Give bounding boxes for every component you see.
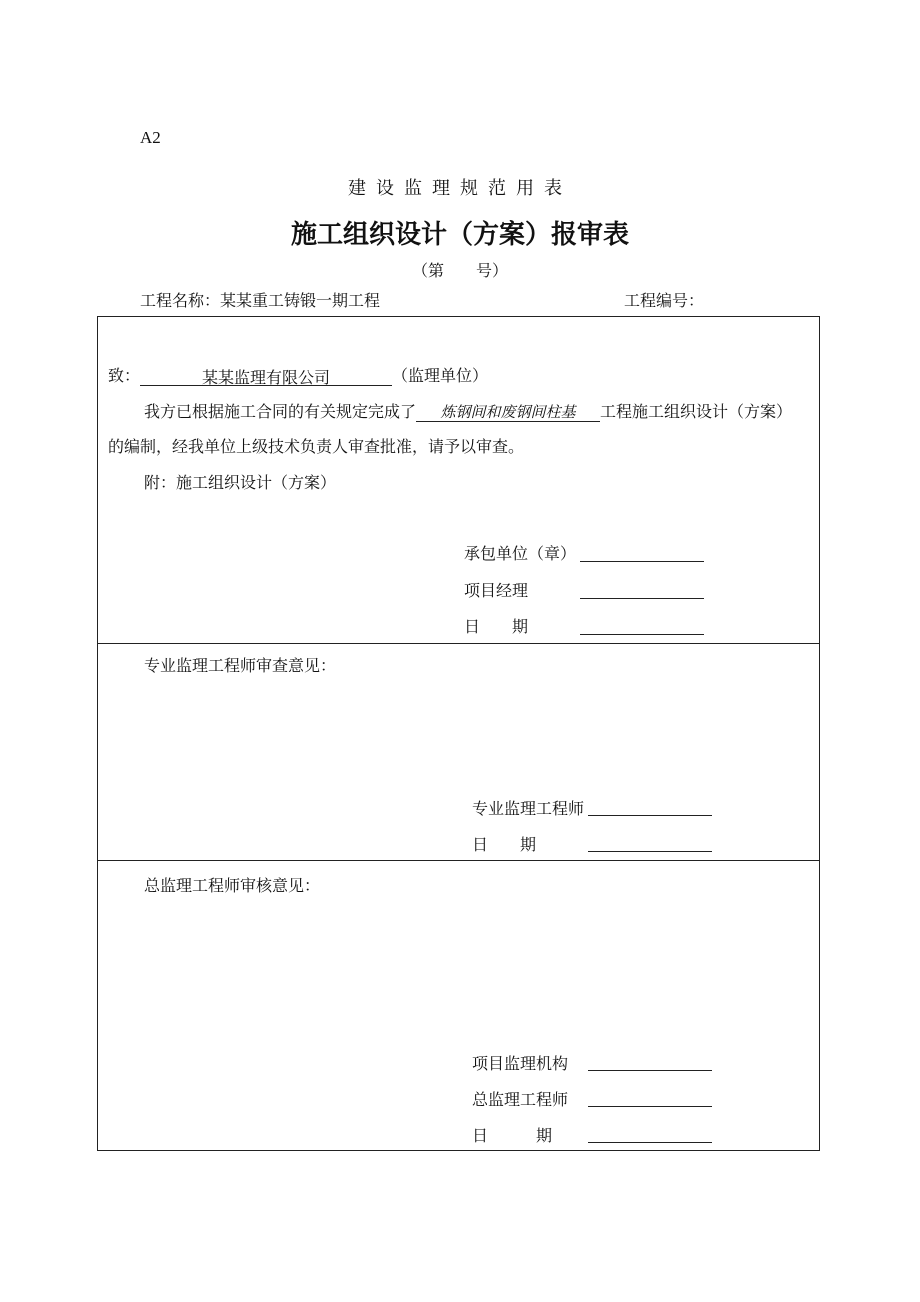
supervisor-value: 某某监理有限公司	[202, 368, 331, 387]
engineer-review-section	[97, 643, 820, 861]
page-title: 施工组织设计（方案）报审表	[290, 220, 629, 250]
engineer-label: 专业监理工程师	[472, 799, 585, 818]
date-field-3[interactable]	[588, 1142, 712, 1143]
contractor-label: 承包单位（章）	[464, 544, 577, 563]
manager-field[interactable]	[580, 598, 704, 599]
submission-section	[97, 316, 820, 644]
date-label-2: 日 期	[472, 835, 537, 854]
work-value: 炼钢间和废钢间柱基	[440, 403, 576, 421]
org-field[interactable]	[588, 1070, 712, 1071]
form-subtitle: 建设监理规范用表	[348, 178, 572, 199]
body-prefix: 我方已根据施工合同的有关规定完成了	[144, 402, 417, 421]
body-line-2: 的编制，经我单位上级技术负责人审查批准，请予以审查。	[108, 437, 525, 456]
date-field-1[interactable]	[580, 634, 704, 635]
chief-review-section	[97, 860, 820, 1151]
contractor-field[interactable]	[580, 561, 704, 562]
engineer-review-heading: 专业监理工程师审查意见：	[144, 656, 337, 675]
to-label: 致：	[108, 366, 141, 385]
body-suffix: 工程施工组织设计（方案）	[600, 402, 793, 421]
org-label: 项目监理机构	[472, 1054, 569, 1073]
date-label-1: 日 期	[464, 617, 529, 636]
work-field[interactable]	[416, 401, 600, 422]
date-field-2[interactable]	[588, 851, 712, 852]
manager-label: 项目经理	[464, 581, 529, 600]
engineer-field[interactable]	[588, 815, 712, 816]
form-code: A2	[140, 128, 161, 147]
chief-review-heading: 总监理工程师审核意见：	[144, 876, 321, 895]
to-suffix: （监理单位）	[392, 366, 489, 385]
chief-label: 总监理工程师	[472, 1090, 569, 1109]
project-number-label: 工程编号：	[624, 291, 705, 310]
project-name: 工程名称：某某重工铸锻一期工程	[140, 291, 381, 310]
body-line-1	[144, 399, 792, 422]
serial-number: （第 号）	[411, 261, 508, 280]
supervisor-field[interactable]	[140, 365, 392, 386]
recipient-line	[108, 363, 488, 386]
attachment-note: 附：施工组织设计（方案）	[144, 473, 337, 492]
date-label-3: 日 期	[472, 1126, 553, 1145]
chief-field[interactable]	[588, 1106, 712, 1107]
